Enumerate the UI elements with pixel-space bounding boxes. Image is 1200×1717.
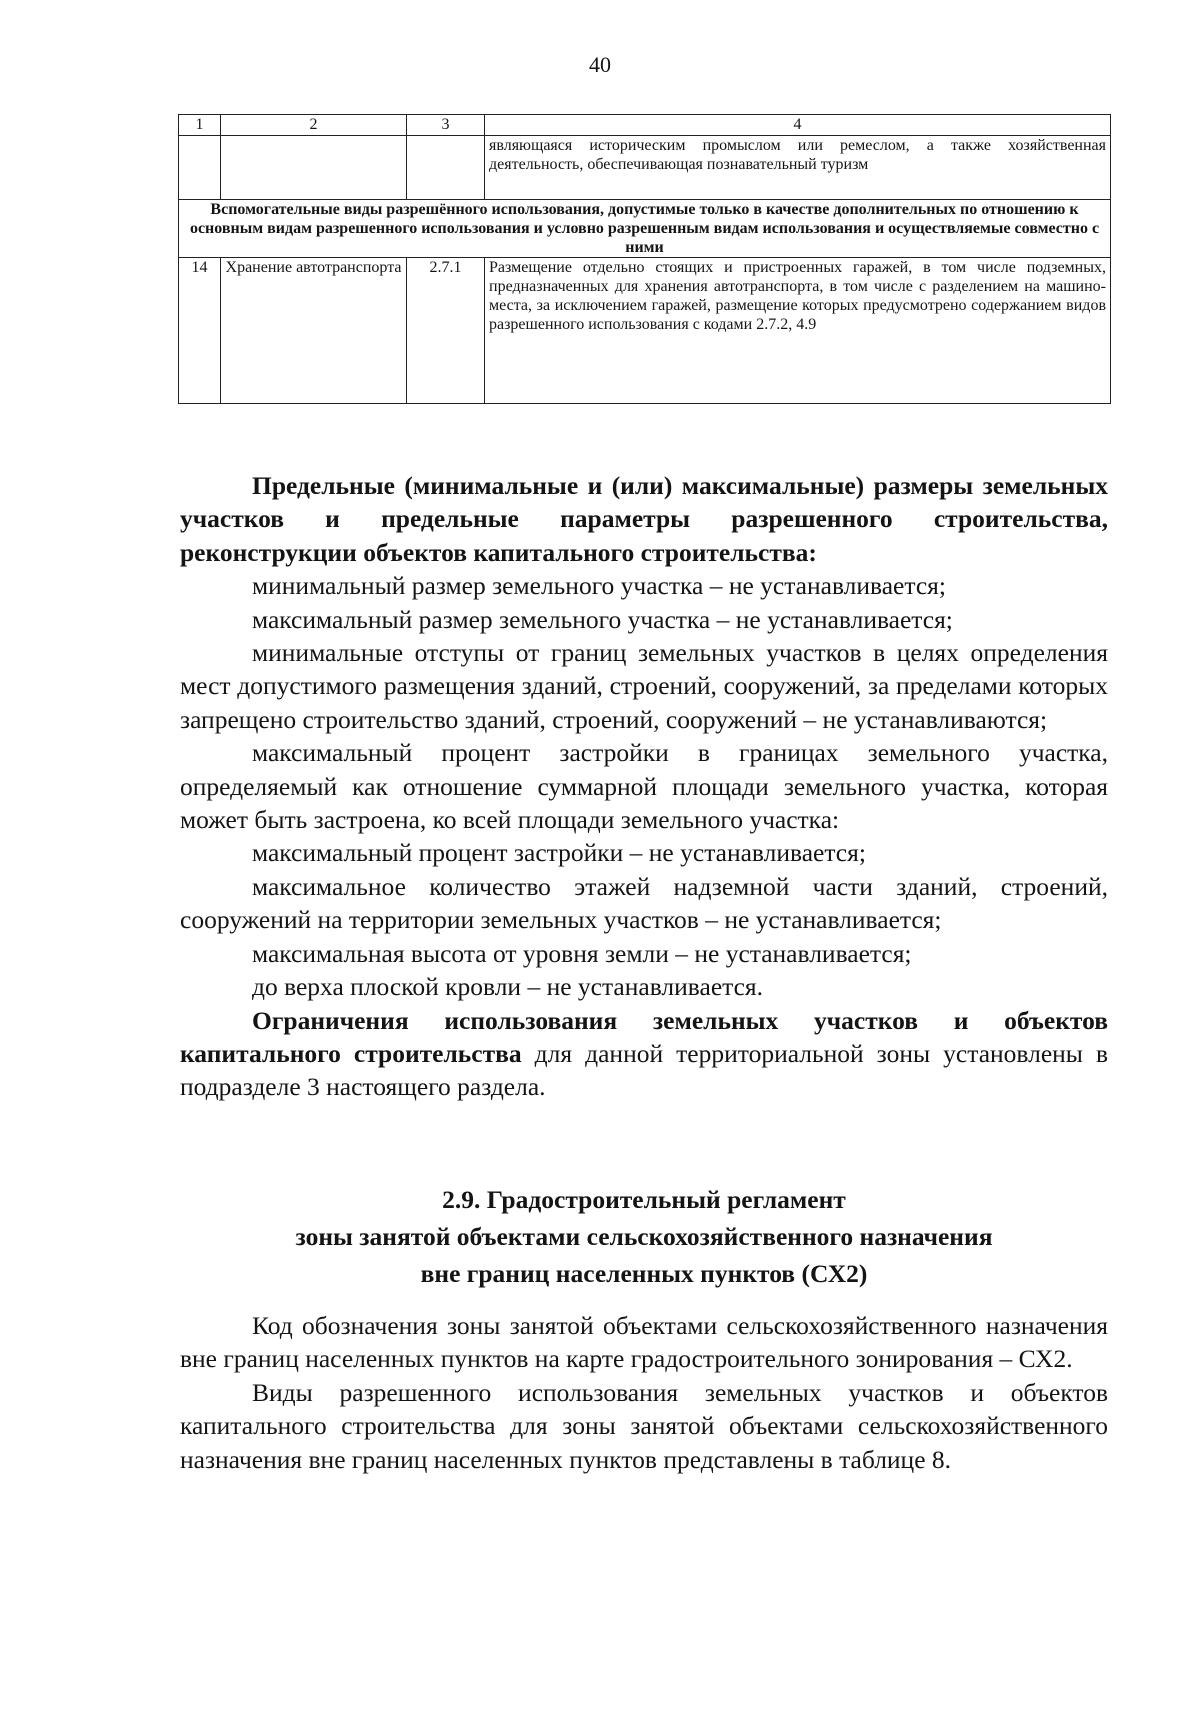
table-row-continuation [179,136,1111,200]
cell-use-description: Размещение отдельно стоящих и пристроенных гаражей, в том числе подземных, предназначенных для хранения автотранспорта, в том числе с разделением на машино-места, за исключением гаражей, размещение которых предусмотрено содержанием видов разрешенного использования с кодами 2.7.2, 4.9 [485,258,1111,404]
section-2-9-title [180,1181,1108,1292]
restrictions-text: для данной территориальной зоны установлены в подразделе 3 настоящего раздела. [180,1038,1109,1102]
limits-section [180,469,1108,1104]
restrictions-bold-text: Ограничения использования земельных участков и объектов капитального строительства [180,1005,1108,1068]
cell-row-number: 14 [179,258,221,404]
limit-item: максимальный процент застройки – не устанавливается; [252,838,866,868]
cell-continuation-num [179,136,221,200]
table-row-14 [179,258,1111,404]
limit-item: до верха плоской кровли – не устанавливается. [252,972,764,1002]
auxiliary-uses-heading: Вспомогательные виды разрешённого использования, допустимые только в качестве дополнительных по отношению к основным видам разрешенного использования и условно разрешенным видам использования и осуществляемые совместно с ними [179,200,1111,258]
column-header-4: 4 [485,115,1111,136]
cell-use-name: Хранение автотранспорта [221,258,407,404]
limit-item: максимальный процент застройки в границах земельного участка, определяемый как отношение суммарной площади земельного участка, которая может быть застроена, ко всей площади земельного участка: [180,738,1108,835]
limit-item: максимальный размер земельного участка – не устанавливается; [252,604,953,634]
column-header-2: 2 [221,115,407,136]
section-title-line-1: 2.9. Градостроительный регламент [442,1185,846,1214]
regulation-table [178,114,1111,404]
cell-continuation-name [221,136,407,200]
section-2-9-body [180,1309,1108,1476]
cell-continuation-description: являющаяся историческим промыслом или ремеслом, а также хозяйственная деятельность, обеспечивающая познавательный туризм [485,136,1111,200]
column-header-1: 1 [179,115,221,136]
column-header-3: 3 [407,115,485,136]
page-number: 40 [589,52,611,77]
table-row-auxiliary-heading [179,200,1111,258]
cell-continuation-code [407,136,485,200]
restrictions-paragraph [180,1004,1108,1104]
limits-heading: Предельные (минимальные и (или) максимальные) размеры земельных участков и предельные параметры разрешенного строительства, реконструкции объектов капитального строительства: [180,471,1108,567]
limit-item: максимальное количество этажей надземной части зданий, строений, сооружений на территории земельных участков – не устанавливается; [180,871,1108,935]
limit-item: максимальная высота от уровня земли – не устанавливается; [252,938,912,968]
cell-use-code: 2.7.1 [407,258,485,404]
table-header-row [179,115,1111,136]
table-reference-paragraph: Виды разрешенного использования земельных участков и объектов капитального строительства для зоны занятой объектами сельскохозяйственного назначения вне границ населенных пунктов представлены в таблице 8. [180,1377,1108,1474]
section-title-line-2: зоны занятой объектами сельскохозяйственного назначения [295,1222,993,1251]
limit-item: минимальный размер земельного участка – не устанавливается; [252,571,946,601]
limit-item: минимальные отступы от границ земельных участков в целях определения мест допустимого размещения зданий, строений, сооружений, за пределами которых запрещено строительство зданий, строений, сооружений – не устанавливаются; [180,638,1108,734]
zone-code-paragraph: Код обозначения зоны занятой объектами сельскохозяйственного назначения вне границ населенных пунктов на карте градостроительного зонирования – СХ2. [180,1311,1108,1374]
section-title-line-3: вне границ населенных пунктов (СХ2) [420,1259,868,1288]
